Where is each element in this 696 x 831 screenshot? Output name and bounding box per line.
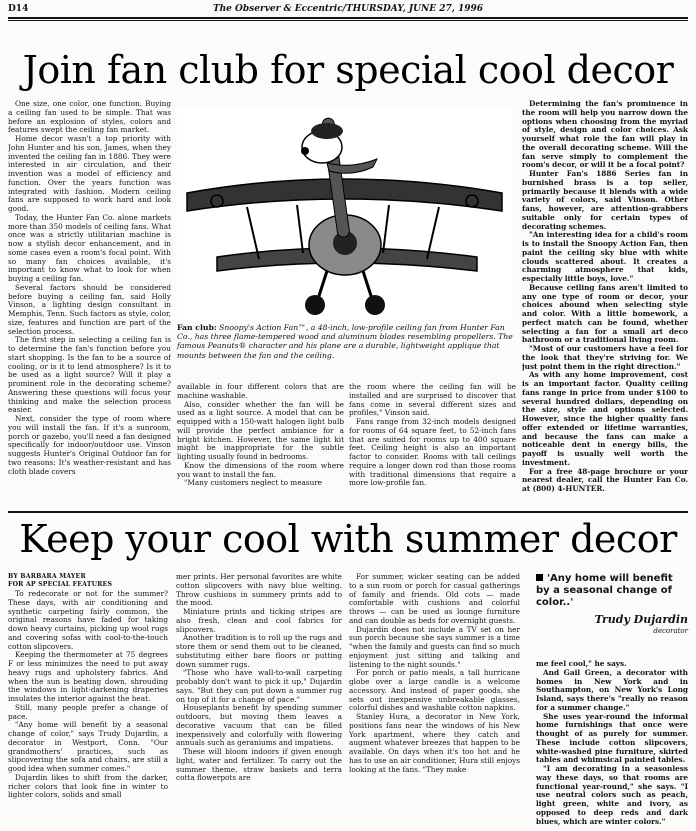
story2-column-3: [349, 573, 520, 828]
article-paragraph: Know the dimensions of the room where you want to install the fan.: [177, 460, 344, 479]
publication-line: The Observer & Eccentric/THURSDAY, JUNE 27, 1996: [212, 4, 484, 14]
article-paragraph: For summer, wicker seating can be added to a sun room or porch for casual gatherings of family and friends. Old cots — made comfortable with cushions and colorful throws — can be used as lounge furniture and can double as beds for overnight guests.: [349, 573, 520, 625]
byline: [8, 573, 153, 588]
article-paragraph: "Any home will benefit by a seasonal change of color," says Trudy Dujardin, a decorator in Westport, Conn. "Our grandmothers' practices, such as slipcovering the sofa and chairs, are still a good idea when summer comes.": [8, 720, 168, 773]
article-paragraph: As with any home improvement, cost is an important factor. Quality ceiling fans range in price from under $100 to several hundred dollars, depending on the size, style and options selected. However, since the higher quality fans offer extended or lifetime warranties, and because the fans can make a noticeable dent in energy bills, the payoff is usually well worth the investment.: [522, 370, 688, 467]
story1-column-3: [349, 383, 516, 509]
article-paragraph: Houseplants benefit by spending summer outdoors, but moving them leaves a decorative vacuum that can be filled inexpensively and colorfully with flowering annuals such as geraniums and impatiens.: [176, 703, 342, 748]
article-paragraph: Keeping the thermometer at 75 degrees F or less minimizes the need to put away heavy rugs and upholstery fabrics. And when the sun is beating down, shrouding the windows in light-darkening draperies insulates the interior against the heat.: [8, 650, 168, 703]
article-paragraph: Home decor wasn't a top priority with John Hunter and his son, James, when they invented the ceiling fan in 1886. They were interested in air circulation, and their invention was a model of efficiency and function. Over the years function was integrated with fashion. Modern ceiling fans are supposed to work hard and look good.: [8, 134, 171, 213]
story2-headline: Keep your cool with summer decor: [19, 517, 677, 561]
article-paragraph: Dujardin likes to shift from the darker, richer colors that look fine in winter to lighter colors, solids and small: [8, 772, 168, 800]
article-paragraph: mer prints. Her personal favorites are white cotton slipcovers with navy blue welting. Throw cushions in summery prints add to the mood.: [176, 573, 342, 608]
story1-column-1: [8, 100, 171, 508]
header-rule-thin: [8, 20, 688, 21]
article-paragraph: Stanley Hura, a decorator in New York, positions fans near the windows of his New York apartment, where they catch and augment whatever breezes that happen to be available. On days when it's too hot and he has to use an air conditioner, Hura still enjoys looking at the fans. "They make: [349, 712, 520, 774]
caption-text: Snoopy's Action Fan™, a 48-inch, low-profile ceiling fan from Hunter Fan Co., has three flame-tempered wood and aluminum blades resembling propellers. The famous Peanuts® character and his plane are a durable, lightweight applique that mounts between the fan and the ceiling.: [177, 323, 513, 360]
pull-attribution: Trudy Dujardin: [594, 613, 688, 626]
article-paragraph: Still, many people prefer a change of pace.: [8, 702, 168, 721]
story1-column-4: [522, 100, 688, 508]
story1-headline: Join fan club for special cool decor: [22, 48, 674, 92]
photo-caption: [177, 323, 515, 360]
bullet-square-icon: [536, 574, 543, 581]
article-paragraph: Next, consider the type of room where you will install the fan. If it's a sunroom, porch or gazebo, you'll need a fan designed specifically for indoor/outdoor use. Vinson suggests Hunter's Original Outdoor fan for two reasons: It's weather-resistant and has cloth blade covers: [8, 414, 171, 476]
article-paragraph: Fans range from 32-inch models designed for rooms of 64 square feet, to 52-inch fans that are suited for rooms up to 400 square feet. Ceiling height is also an important factor to consider. Rooms with tall ceilings require a longer down rod than those rooms with traditional dimensions that require a more low-profile fan.: [349, 417, 516, 488]
article-paragraph: For a free 48-page brochure or your nearest dealer, call the Hunter Fan Co. at (800) 4-HUNTER.: [522, 466, 688, 493]
article-paragraph: "I am decorating in a seasonless way these days, so that rooms are functional year-round," she says. "I use neutral colors such as peach, light green, white and ivory, as opposed to deep reds and dark blues, which are winter colors.": [536, 764, 688, 826]
page-number: D14: [8, 4, 29, 14]
story2-column-2: [176, 573, 342, 828]
byline-author: BY BARBARA MAYER: [8, 573, 86, 580]
article-paragraph: For porch or patio meals, a tall hurricane globe over a large candle is a welcome accessory. And instead of paper goods, she sets out inexpensive unbreakable glasses, colorful dishes and washable cotton napkins.: [349, 668, 520, 713]
article-paragraph: To redecorate or not for the summer? These days, with air conditioning and synthetic carpeting fairly common, the original reasons have faded for taking down heavy curtains, picking up wool rugs and covering sofas with cool-to-the-touch cotton slipcovers.: [8, 590, 168, 651]
story2-column-1: [8, 590, 168, 828]
article-paragraph: Today, the Hunter Fan Co. alone markets more than 350 models of ceiling fans. What once was a strictly utilitarian machine is now a stylish decor enhancement, and in some cases even a room's focal point. With so many fan choices available, it's important to know what to look for when buying a ceiling fan.: [8, 212, 171, 283]
article-paragraph: "Many customers neglect to measure: [184, 478, 323, 488]
article-paragraph: the room where the ceiling fan will be installed and are surprised to discover that fans come in several different sizes and profiles," Vinson said.: [349, 383, 516, 418]
story-divider: [8, 511, 688, 513]
article-paragraph: available in four different colors that are machine washable.: [177, 383, 344, 400]
pull-quote-text: 'Any home will benefit by a seasonal change of color..': [536, 573, 673, 608]
article-paragraph: Also, consider whether the fan will be used as a light source. A model that can be equipped with a 150-watt halogen light bulb will provide the perfect ambiance for a bright kitchen. However, the same light kit might be inappropriate for the subtle lighting usually found in bedrooms.: [177, 399, 344, 461]
article-paragraph: "An interesting idea for a child's room is to install the Snoopy Action Fan, then paint the ceiling sky blue with white clouds scattered about. It creates a charming atmosphere that kids, especially little boys, love.": [522, 230, 688, 283]
story2-column-4: [536, 660, 688, 828]
byline-org: FOR AP SPECIAL FEATURES: [8, 580, 113, 588]
article-paragraph: Several factors should be considered before buying a ceiling fan, said Holly Vinson, a lighting design consultant in Memphis, Tenn. Such factors as style, color, size, features and function are part of the selection process.: [8, 282, 171, 336]
page-header: [8, 2, 688, 16]
article-paragraph: me feel cool," he says.: [536, 660, 627, 668]
pull-role: decorator: [653, 627, 688, 635]
pull-quote: [536, 573, 688, 635]
article-paragraph: She uses year-round the informal home furnishings that once were thought of as purely for summer. These include cotton slipcovers, white-washed pine furniture, skirted tables and whimsical painted tables.: [536, 711, 688, 765]
article-paragraph: Because ceiling fans aren't limited to any one type of room or decor, your choices abound when selecting style and color. With a little homework, a perfect match can be found, whether selecting a fan for a small art deco bathroom or a traditional living room.: [522, 282, 688, 345]
article-paragraph: Another tradition is to roll up the rugs and store them or send them out to be cleaned, substituting either bare floors or putting down summer rugs.: [176, 633, 342, 669]
article-paragraph: Hunter Fan's 1886 Series fan in burnished brass is a top seller, primarily because it blends with a wide variety of colors, said Vinson. Other fans, however, are attention-grabbers suitable only for certain types of decorating schemes.: [522, 169, 688, 231]
article-paragraph: Dujardin does not include a TV set on her sun porch because she says summer is a time "when the family and guests can find so much enjoyment just sitting and talking and listening to the night sounds.": [349, 624, 520, 669]
article-paragraph: These will bloom indoors if given enough light, water and fertilizer. To carry out the summer theme, straw baskets and terra cotta flowerpots are: [176, 747, 342, 783]
article-paragraph: "Most of our customers have a feel for the look that they're striving for. We just point them in the right direction.": [522, 344, 688, 371]
article-paragraph: Miniature prints and ticking stripes are also fresh, clean and cool fabrics for slipcovers.: [176, 607, 342, 634]
header-rule: [8, 17, 688, 19]
snoopy-fan-photo: [177, 107, 512, 320]
article-paragraph: "Those who have wall-to-wall carpeting probably don't want to pick it up," Dujardin says. "But they can put down a summer rug on top of it for a change of pace.": [176, 668, 342, 704]
article-paragraph: One size, one color, one function. Buying a ceiling fan used to be simple. That was before an explosion of styles, colors and features swept the ceiling fan market.: [8, 100, 171, 135]
story1-column-2: [177, 383, 344, 509]
caption-label: Fan club:: [177, 323, 217, 332]
article-paragraph: Determining the fan's prominence in the room will help you narrow down the options when choosing from the myriad of style, design and color choices. Ask yourself what role the fan will play in the overall decorating scheme. Will the fan serve simply to complement the room's decor, or will it be a focal point?: [522, 100, 688, 170]
article-paragraph: The first step in selecting a ceiling fan is to determine the fan's function before you start shopping. Is the fan to be a source of cooling, or is it to lend atmosphere? Is it to be used as a light source? Will it play a prominent role in the decorating scheme? Answering these questions will focus your thinking and make the selection process easier.: [8, 335, 171, 415]
article-paragraph: And Gail Green, a decorator with homes in New York and in Southampton, on New York's Long Island, says there's "really no reason for a summer change.": [536, 667, 688, 712]
